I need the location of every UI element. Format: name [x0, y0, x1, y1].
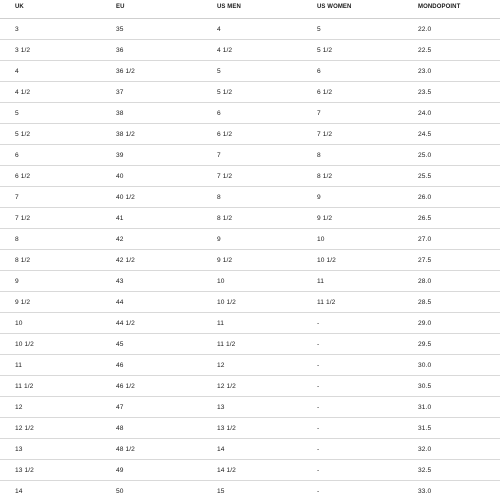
cell-mondopoint: 30.0: [418, 361, 432, 369]
cell-us-women: -: [317, 466, 320, 474]
cell-us-women: -: [317, 488, 320, 495]
cell-us-men: 14: [217, 445, 225, 453]
cell-mondopoint: 32.5: [418, 466, 432, 474]
cell-us-men: 5 1/2: [217, 88, 233, 96]
table-row: [0, 271, 500, 292]
cell-us-women: 8 1/2: [317, 172, 333, 180]
table-body: [0, 19, 500, 502]
cell-uk: 10 1/2: [15, 340, 34, 348]
cell-mondopoint: 29.0: [418, 319, 432, 327]
table-row: [0, 397, 500, 418]
cell-mondopoint: 33.0: [418, 488, 432, 495]
cell-uk: 5: [15, 109, 19, 117]
cell-eu: 44 1/2: [116, 319, 135, 327]
cell-us-women: 8: [317, 151, 321, 159]
column-header-mondopoint: MONDOPOINT: [418, 4, 461, 10]
cell-eu: 39: [116, 151, 124, 159]
cell-uk: 8: [15, 235, 19, 243]
table-row: [0, 334, 500, 355]
cell-mondopoint: 22.0: [418, 25, 432, 33]
cell-mondopoint: 24.5: [418, 130, 432, 138]
cell-uk: 10: [15, 319, 23, 327]
cell-us-women: -: [317, 319, 320, 327]
cell-eu: 50: [116, 488, 124, 495]
cell-us-women: 5 1/2: [317, 46, 333, 54]
cell-uk: 13: [15, 445, 23, 453]
table-row: [0, 40, 500, 61]
column-header-us-men: US MEN: [217, 4, 241, 10]
cell-eu: 48: [116, 424, 124, 432]
cell-us-men: 14 1/2: [217, 466, 236, 474]
cell-uk: 14: [15, 488, 23, 495]
cell-us-men: 6 1/2: [217, 130, 233, 138]
cell-uk: 7: [15, 193, 19, 201]
cell-us-women: -: [317, 424, 320, 432]
cell-mondopoint: 27.5: [418, 256, 432, 264]
cell-eu: 47: [116, 403, 124, 411]
cell-us-men: 8: [217, 193, 221, 201]
column-header-uk: UK: [15, 4, 24, 10]
cell-eu: 43: [116, 277, 124, 285]
table-row: [0, 82, 500, 103]
cell-us-women: 9 1/2: [317, 214, 333, 222]
cell-us-men: 13 1/2: [217, 424, 236, 432]
table-row: [0, 187, 500, 208]
cell-mondopoint: 23.0: [418, 67, 432, 75]
cell-us-men: 11 1/2: [217, 340, 236, 348]
cell-eu: 46: [116, 361, 124, 369]
table-row: [0, 166, 500, 187]
cell-eu: 35: [116, 25, 124, 33]
table-row: [0, 19, 500, 40]
cell-eu: 40 1/2: [116, 193, 135, 201]
cell-eu: 40: [116, 172, 124, 180]
cell-uk: 6 1/2: [15, 172, 31, 180]
cell-uk: 4 1/2: [15, 88, 31, 96]
cell-uk: 9 1/2: [15, 298, 31, 306]
cell-mondopoint: 23.5: [418, 88, 432, 96]
cell-eu: 42 1/2: [116, 256, 135, 264]
cell-us-men: 12: [217, 361, 225, 369]
cell-eu: 42: [116, 235, 124, 243]
cell-uk: 5 1/2: [15, 130, 31, 138]
cell-eu: 44: [116, 298, 124, 306]
table-row: [0, 313, 500, 334]
cell-uk: 8 1/2: [15, 256, 31, 264]
cell-eu: 45: [116, 340, 124, 348]
cell-uk: 3 1/2: [15, 46, 31, 54]
cell-uk: 11 1/2: [15, 382, 34, 390]
cell-mondopoint: 31.0: [418, 403, 432, 411]
cell-us-women: 6 1/2: [317, 88, 333, 96]
cell-mondopoint: 32.0: [418, 445, 432, 453]
cell-us-women: 7 1/2: [317, 130, 333, 138]
cell-mondopoint: 30.5: [418, 382, 432, 390]
table-row: [0, 355, 500, 376]
cell-us-women: 10 1/2: [317, 256, 336, 264]
cell-us-women: -: [317, 445, 320, 453]
table-row: [0, 292, 500, 313]
column-header-us-women: US WOMEN: [317, 4, 352, 10]
cell-us-women: -: [317, 361, 320, 369]
cell-us-women: -: [317, 403, 320, 411]
cell-mondopoint: 25.5: [418, 172, 432, 180]
table-row: [0, 103, 500, 124]
cell-uk: 7 1/2: [15, 214, 31, 222]
table-row: [0, 208, 500, 229]
cell-eu: 49: [116, 466, 124, 474]
table-row: [0, 439, 500, 460]
cell-us-men: 10: [217, 277, 225, 285]
cell-us-men: 11: [217, 319, 225, 327]
cell-uk: 11: [15, 361, 23, 369]
table-row: [0, 61, 500, 82]
cell-uk: 4: [15, 67, 19, 75]
cell-us-men: 4: [217, 25, 221, 33]
cell-us-men: 4 1/2: [217, 46, 233, 54]
table-row: [0, 376, 500, 397]
cell-us-women: 10: [317, 235, 325, 243]
cell-uk: 6: [15, 151, 19, 159]
cell-eu: 36: [116, 46, 124, 54]
cell-mondopoint: 26.0: [418, 193, 432, 201]
cell-us-men: 9 1/2: [217, 256, 233, 264]
cell-eu: 37: [116, 88, 124, 96]
cell-mondopoint: 27.0: [418, 235, 432, 243]
cell-us-men: 15: [217, 488, 225, 495]
cell-mondopoint: 26.5: [418, 214, 432, 222]
cell-mondopoint: 25.0: [418, 151, 432, 159]
cell-us-men: 7 1/2: [217, 172, 233, 180]
column-header-eu: EU: [116, 4, 125, 10]
cell-mondopoint: 28.0: [418, 277, 432, 285]
cell-us-men: 10 1/2: [217, 298, 236, 306]
table-row: [0, 124, 500, 145]
cell-uk: 12: [15, 403, 23, 411]
cell-us-men: 5: [217, 67, 221, 75]
cell-mondopoint: 31.5: [418, 424, 432, 432]
cell-uk: 9: [15, 277, 19, 285]
cell-eu: 36 1/2: [116, 67, 135, 75]
cell-us-women: 6: [317, 67, 321, 75]
cell-us-women: -: [317, 382, 320, 390]
cell-eu: 38 1/2: [116, 130, 135, 138]
cell-us-men: 6: [217, 109, 221, 117]
cell-uk: 13 1/2: [15, 466, 34, 474]
cell-us-women: 11: [317, 277, 325, 285]
cell-uk: 3: [15, 25, 19, 33]
cell-us-women: -: [317, 340, 320, 348]
table-row: [0, 145, 500, 166]
cell-mondopoint: 28.5: [418, 298, 432, 306]
cell-mondopoint: 24.0: [418, 109, 432, 117]
cell-us-men: 8 1/2: [217, 214, 233, 222]
table-header-row: [0, 0, 500, 19]
cell-eu: 46 1/2: [116, 382, 135, 390]
cell-us-women: 11 1/2: [317, 298, 336, 306]
cell-us-women: 9: [317, 193, 321, 201]
cell-uk: 12 1/2: [15, 424, 34, 432]
cell-us-men: 12 1/2: [217, 382, 236, 390]
table-row: [0, 418, 500, 439]
table-row: [0, 229, 500, 250]
cell-us-men: 9: [217, 235, 221, 243]
cell-mondopoint: 22.5: [418, 46, 432, 54]
table-row: [0, 250, 500, 271]
cell-eu: 38: [116, 109, 124, 117]
table-row: [0, 460, 500, 481]
cell-mondopoint: 29.5: [418, 340, 432, 348]
cell-us-men: 7: [217, 151, 221, 159]
cell-eu: 41: [116, 214, 124, 222]
cell-us-women: 5: [317, 25, 321, 33]
table-row: [0, 481, 500, 502]
cell-us-men: 13: [217, 403, 225, 411]
cell-us-women: 7: [317, 109, 321, 117]
cell-eu: 48 1/2: [116, 445, 135, 453]
